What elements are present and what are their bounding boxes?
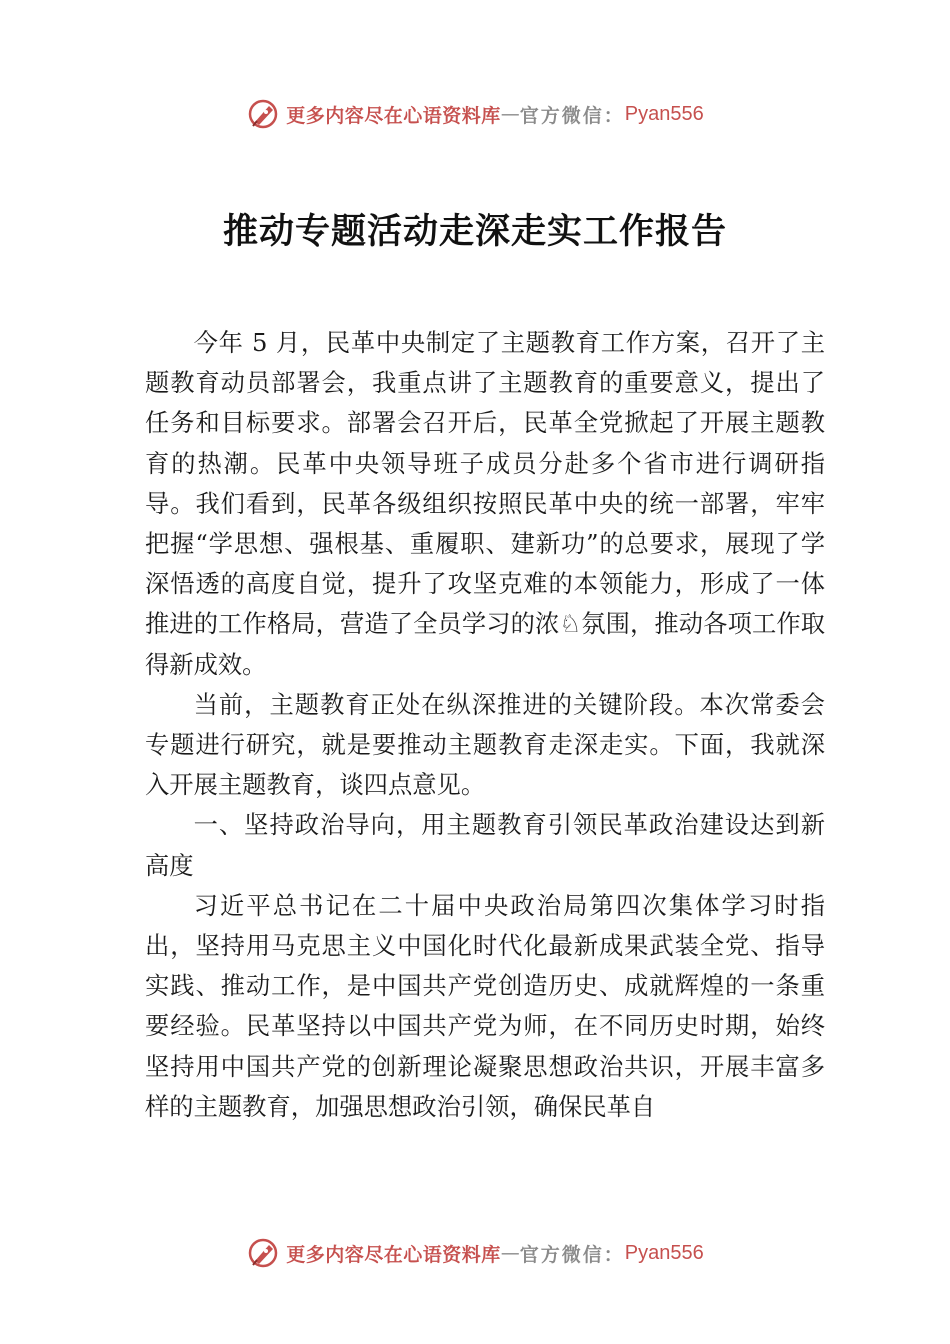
- banner-separator: —: [500, 1242, 520, 1264]
- document-body: [145, 323, 825, 1127]
- banner-wechat-id: Pyan556: [624, 1241, 704, 1264]
- banner-text: 更多内容尽在心语资料库: [286, 104, 501, 127]
- banner-wechat-label: 官方微信：: [519, 1243, 625, 1266]
- footer-banner: [0, 1233, 950, 1273]
- paragraph-2: 当前，主题教育正处在纵深推进的关键阶段。本次常委会专题进行研究，就是要推动主题教育走深走实。下面，我就深入开展主题教育，谈四点意见。: [145, 689, 825, 800]
- banner-wechat-id: Pyan556: [624, 102, 704, 125]
- banner-wechat-label: 官方微信：: [519, 104, 625, 127]
- paragraph-3: 习近平总书记在二十届中央政治局第四次集体学习时指出，坚持用马克思主义中国化时代化最新成果武装全党、指导实践、推动工作，是中国共产党创造历史、成就辉煌的一条重要经验。民革坚持以中国共产党为师，在不同历史时期，始终坚持用中国共产党的创新理论凝聚思想政治共识，开展丰富多样的主题教育，加强思想政治引领，确保民革自: [145, 890, 825, 1121]
- banner-text: 更多内容尽在心语资料库: [286, 1243, 501, 1266]
- document-title: 推动专题活动走深走实工作报告: [222, 211, 727, 252]
- paragraph-1: 今年 5 月，民革中央制定了主题教育工作方案，召开了主题教育动员部署会，我重点讲了主题教育的重要意义，提出了任务和目标要求。部署会召开后，民革全党掀起了开展主题教育的热潮。民革中央领导班子成员分赴多个省市进行调研指导。我们看到，民革各级组织按照民革中央的统一部署，牢牢把握“学思想、强根基、重履职、建新功”的总要求，展现了学深悟透的高度自觉，提升了攻坚克难的本领能力，形成了一体推进的工作格局，营造了全员学习的浓♘氛围，推动各项工作取得新成效。: [145, 328, 825, 679]
- section-heading-1: 一、坚持政治导向，用主题教育引领民革政治建设达到新高度: [145, 810, 825, 880]
- pen-nib-logo-icon: [246, 97, 280, 131]
- banner-separator: —: [500, 103, 520, 125]
- pen-nib-logo-icon: [246, 1236, 280, 1270]
- header-banner: [0, 94, 950, 134]
